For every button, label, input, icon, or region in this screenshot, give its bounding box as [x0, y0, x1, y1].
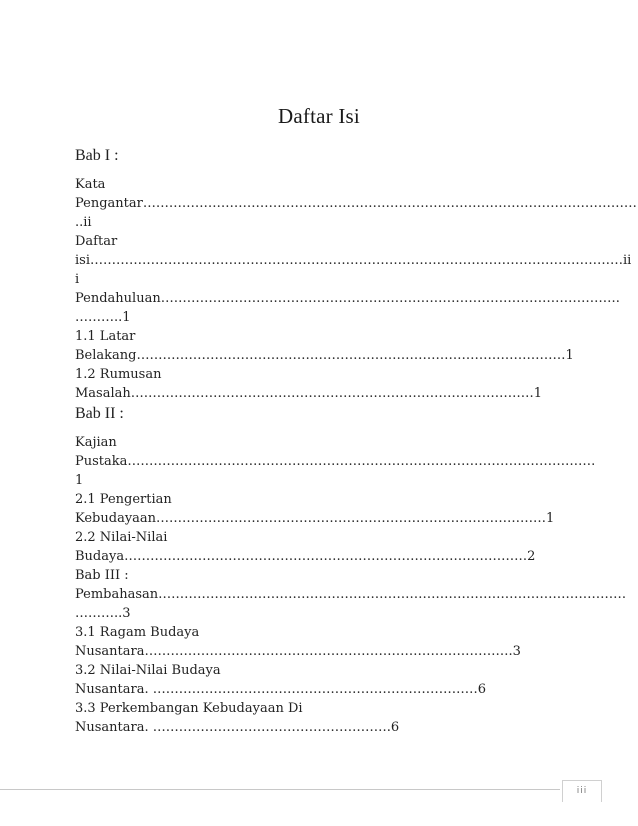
toc-line: i [75, 272, 80, 287]
toc-line: isi……………………………………………………………………………………………………………ii [75, 253, 632, 268]
toc-line: 2.1 Pengertian [75, 492, 172, 507]
toc-line: Kata [75, 177, 106, 192]
toc-line: Pengantar…………………………………………………………………………………………………… [75, 196, 637, 211]
table-of-contents [75, 145, 637, 737]
chapter-heading-bab-2: Bab II : [75, 405, 124, 422]
footer-divider [0, 789, 560, 790]
toc-line: 1.2 Rumusan [75, 367, 162, 382]
toc-line: Pustaka……………………………………………………………………………………………… [75, 454, 596, 469]
toc-line: Belakang………………………………………………………………………………………1 [75, 348, 574, 363]
toc-line: 1.1 Latar [75, 329, 136, 344]
page-title: Daftar Isi [278, 104, 360, 128]
toc-line: Masalah…………………………………………………………………………………1 [75, 386, 543, 401]
chapter-heading-bab-3: Bab III : [75, 568, 129, 583]
toc-line: 2.2 Nilai-Nilai [75, 530, 168, 545]
toc-line: ………..1 [75, 310, 131, 325]
toc-line: 3.2 Nilai-Nilai Budaya [75, 663, 221, 678]
toc-line: Budaya…………………………………………………………………………………2 [75, 549, 536, 564]
toc-line: Nusantara. ……………………………………………….6 [75, 720, 400, 735]
toc-line: Nusantara. …………………………………………………………………6 [75, 682, 487, 697]
page-number: iii [562, 780, 602, 802]
toc-line: Nusantara………………………………………………………………………….3 [75, 644, 521, 659]
toc-line: Daftar [75, 234, 118, 249]
toc-line: 3.1 Ragam Budaya [75, 625, 200, 640]
toc-line: Pendahuluan……………………………………………………………………………………………. [75, 291, 620, 306]
toc-line: ..ii [75, 215, 92, 230]
toc-line: 1 [75, 473, 84, 488]
toc-line: Kajian [75, 435, 117, 450]
toc-line: 3.3 Perkembangan Kebudayaan Di [75, 701, 303, 716]
toc-line: Pembahasan……………………………………………………………………………………………… [75, 587, 627, 602]
chapter-heading-bab-1: Bab I : [75, 147, 119, 164]
toc-line: ………..3 [75, 606, 131, 621]
toc-line: Kebudayaan………………………………………………………………………………1 [75, 511, 555, 526]
